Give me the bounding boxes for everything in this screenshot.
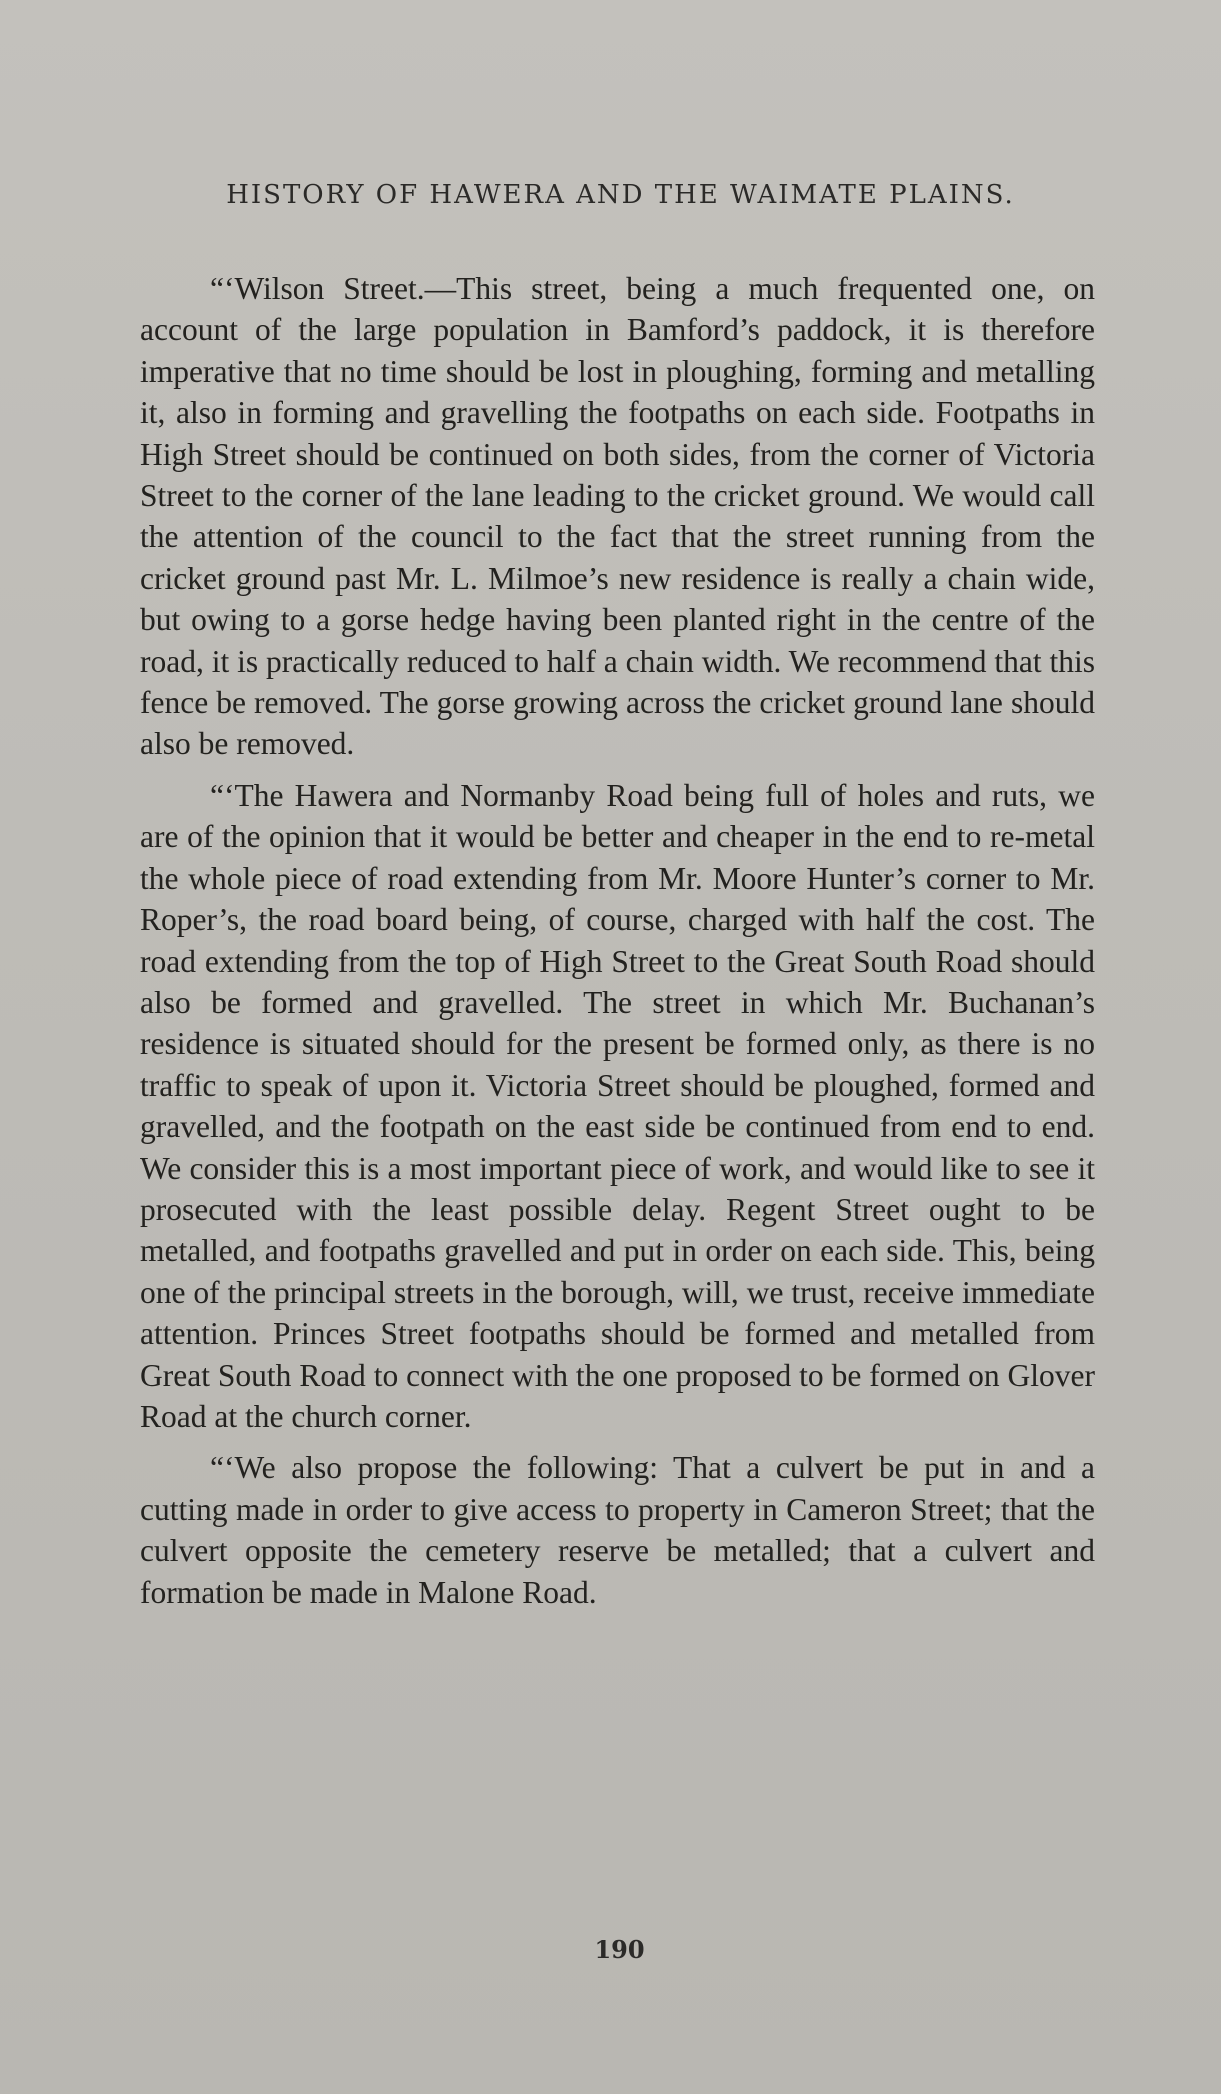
running-title: HISTORY OF HAWERA AND THE WAIMATE PLAINS. <box>226 180 1015 210</box>
paragraph-culverts: “‘We also propose the following: That a culvert be put in and a cutting made in order to give access to property in Cameron Street; that the culvert opposite the cemetery reserve be metalled; that a culvert and formation be made in Malone Road. <box>140 1450 1095 1610</box>
body-text <box>140 268 1095 1623</box>
paragraph-hawera-normanby-road: “‘The Hawera and Normanby Road being full of holes and ruts, we are of the opinion that it would be better and cheaper in the end to re-metal the whole piece of road extending from Mr. Moore Hunter’s corner to Mr. Roper’s, the road board being, of course, charged with half the cost. The road extending from the top of High Street to the Great South Road should also be formed and gravelled. The street in which Mr. Buchanan’s residence is situated should for the present be formed only, as there is no traffic to speak of upon it. Victoria Street should be ploughed, formed and gravelled, and the footpath on the east side be continued from end to end. We consider this is a most important piece of work, and would like to see it prosecuted with the least possible delay. Regent Street ought to be metalled, and footpaths gravelled and put in order on each side. This, being one of the principal streets in the borough, will, we trust, receive immediate attention. Princes Street footpaths should be formed and metalled from Great South Road to connect with the one proposed to be formed on Glover Road at the church corner. <box>140 777 1095 1434</box>
paragraph-wilson-street: “‘Wilson Street.—This street, being a much frequented one, on account of the large population in Bamford’s paddock, it is therefore imperative that no time should be lost in ploughing, forming and metalling it, also in forming and gravelling the footpaths on each side. Footpaths in High Street should be continued on both sides, from the corner of Victoria Street to the corner of the lane leading to the cricket ground. We would call the attention of the council to the fact that the street running from the cricket ground past Mr. L. Milmoe’s new residence is really a chain wide, but owing to a gorse hedge having been planted right in the centre of the road, it is practically reduced to half a chain width. We recommend that this fence be removed. The gorse growing across the cricket ground lane should also be removed. <box>140 271 1095 762</box>
page-number: 190 <box>594 1935 645 1964</box>
